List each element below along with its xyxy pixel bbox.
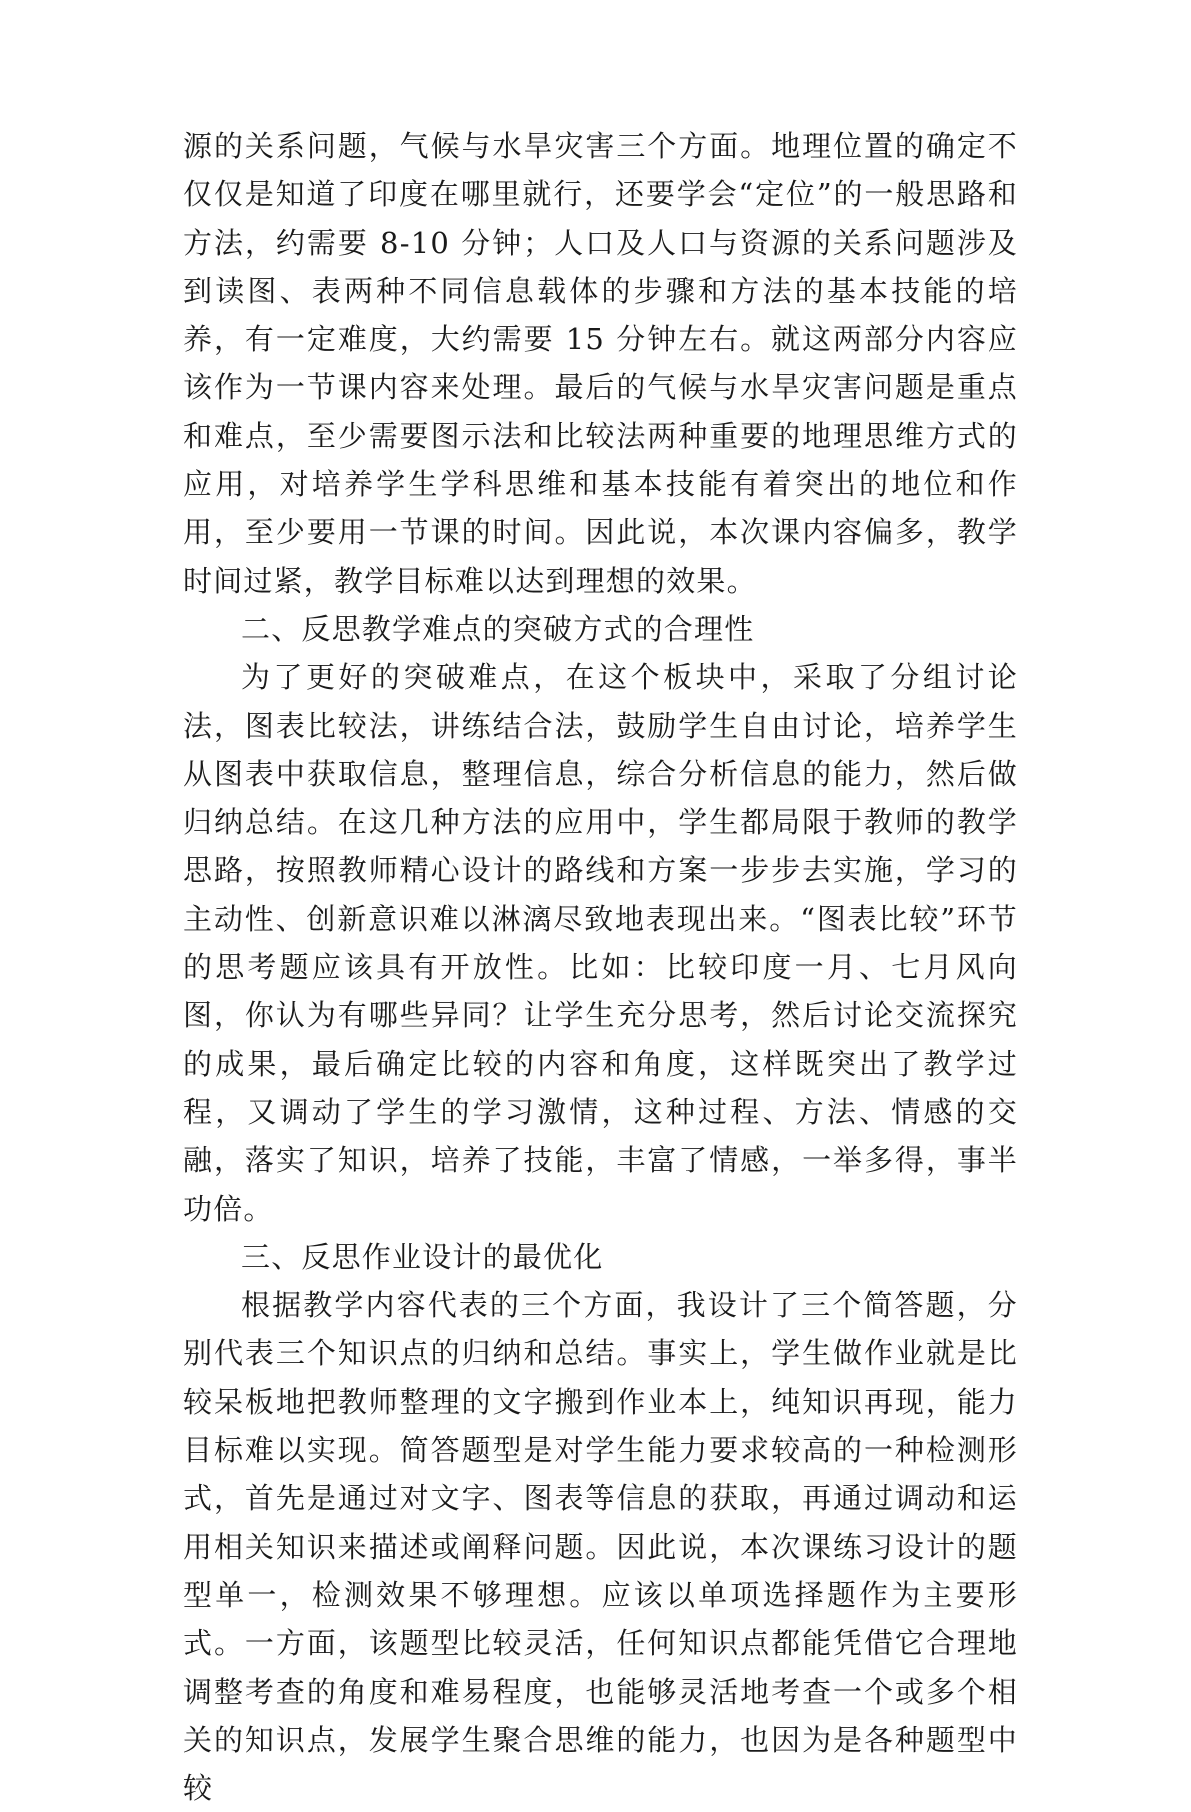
document-page [183,122,1018,1812]
section-heading-3: 三、反思作业设计的最优化 [241,1239,604,1274]
section-heading-2: 二、反思教学难点的突破方式的合理性 [241,611,755,646]
paragraph-section-2: 为了更好的突破难点，在这个板块中，采取了分组讨论法，图表比较法，讲练结合法，鼓励学生自由讨论，培养学生从图表中获取信息，整理信息，综合分析信息的能力，然后做归纳总结。在这几种方法的应用中，学生都局限于教师的教学思路，按照教师精心设计的路线和方案一步步去实施，学习的主动性、创新意识难以淋漓尽致地表现出来。“图表比较”环节的思考题应该具有开放性。比如：比较印度一月、七月风向图，你认为有哪些异同？让学生充分思考，然后讨论交流探究的成果，最后确定比较的内容和角度，这样既突出了教学过程，又调动了学生的学习激情，这种过程、方法、情感的交融，落实了知识，培养了技能，丰富了情感，一举多得，事半功倍。 [183,660,1018,1226]
paragraph-section-3: 根据教学内容代表的三个方面，我设计了三个简答题，分别代表三个知识点的归纳和总结。事实上，学生做作业就是比较呆板地把教师整理的文字搬到作业本上，纯知识再现，能力目标难以实现。简答题型是对学生能力要求较高的一种检测形式，首先是通过对文字、图表等信息的获取，再通过调动和运用相关知识来描述或阐释问题。因此说，本次课练习设计的题型单一，检测效果不够理想。应该以单项选择题作为主要形式。一方面，该题型比较灵活，任何知识点都能凭借它合理地调整考查的角度和难易程度，也能够灵活地考查一个或多个相关的知识点，发展学生聚合思维的能力，也因为是各种题型中较 [183,1288,1018,1806]
paragraph-continuation: 源的关系问题，气候与水旱灾害三个方面。地理位置的确定不仅仅是知道了印度在哪里就行，还要学会“定位”的一般思路和方法，约需要 8-10 分钟；人口及人口与资源的关系问题涉及到读图、表两种不同信息载体的步骤和方法的基本技能的培养，有一定难度，大约需要 15 分钟左右。就这两部分内容应该作为一节课内容来处理。最后的气候与水旱灾害问题是重点和难点，至少需要图示法和比较法两种重要的地理思维方式的应用，对培养学生学科思维和基本技能有着突出的地位和作用，至少要用一节课的时间。因此说，本次课内容偏多，教学时间过紧，教学目标难以达到理想的效果。 [183,129,1018,598]
